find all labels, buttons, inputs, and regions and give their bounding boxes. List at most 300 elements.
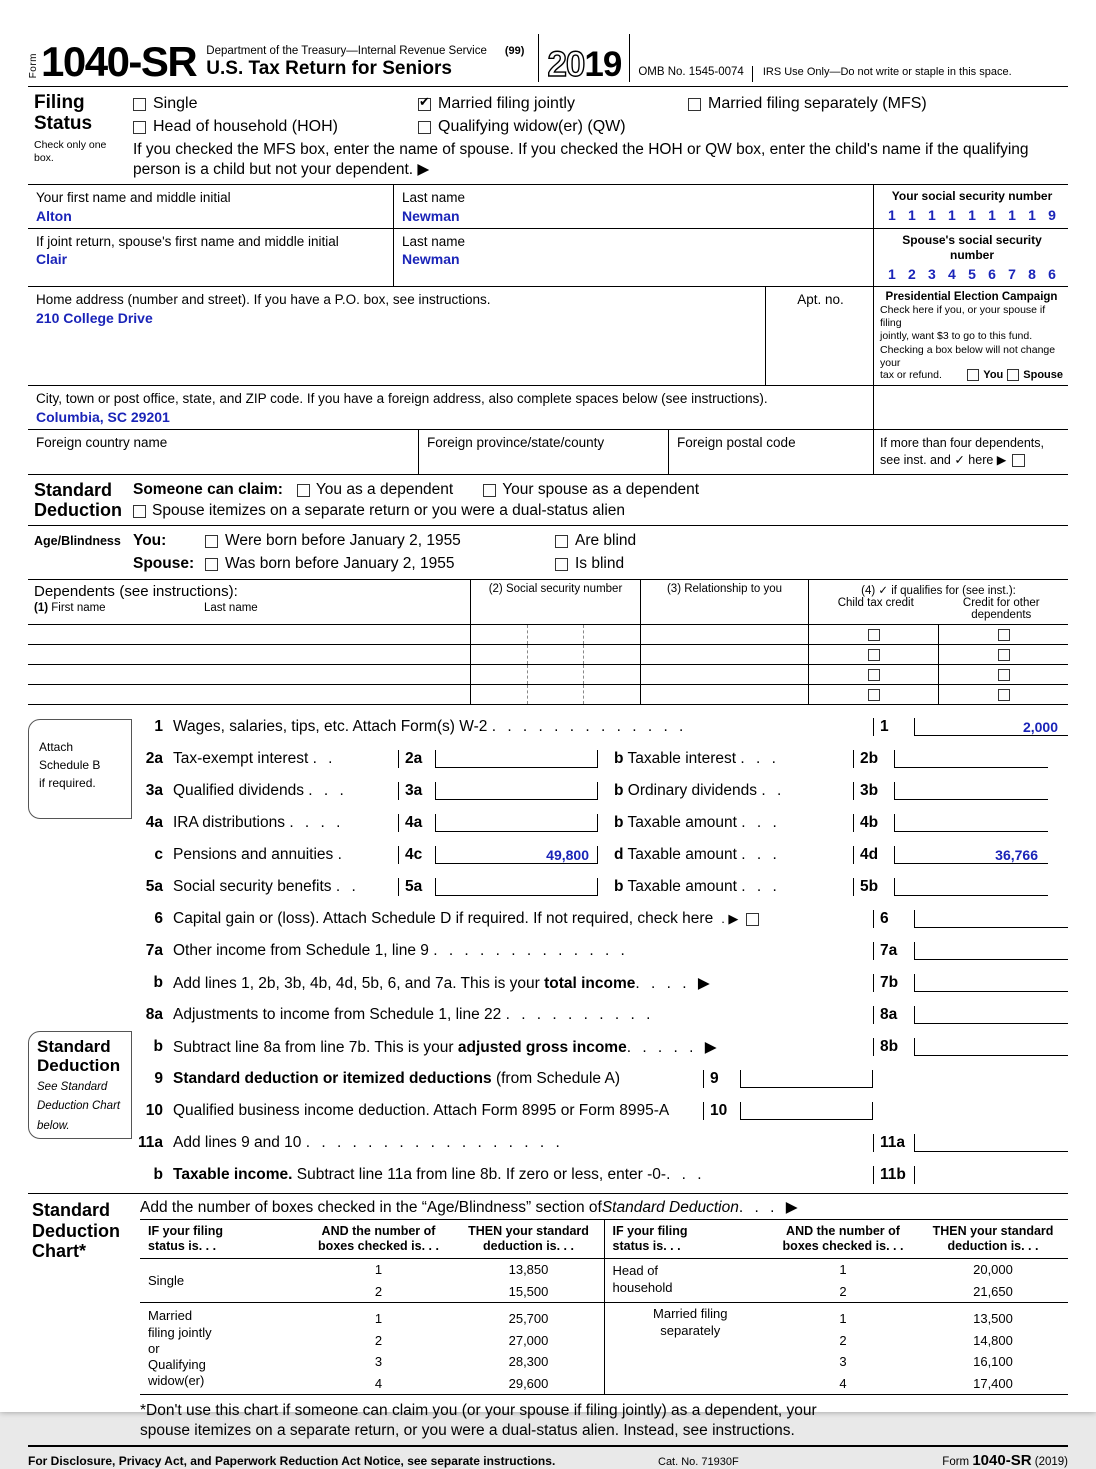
dependent-relationship-cell[interactable]: [640, 665, 808, 684]
line-8b-value: [915, 1038, 1068, 1056]
line-8a-text-row: [173, 1006, 873, 1024]
sd-note-sub1: See Standard: [37, 1080, 108, 1093]
chart-body: [140, 1194, 1068, 1394]
line-8a-number: 8a: [145, 1006, 163, 1024]
age-blindness-spouse-word: Spouse:: [133, 554, 195, 572]
footer-form-year: (2019): [1034, 1456, 1068, 1469]
line-11b-text-post: Subtract line 11a from line 8b. If zero or less, enter -0-: [292, 1166, 667, 1184]
label-spouse-born-before: Was born before January 2, 1955: [225, 554, 455, 572]
footer-form-number: 1040-SR: [972, 1452, 1032, 1469]
income-line-9: [28, 1063, 1068, 1095]
checkbox-spouse-itemizes[interactable]: [133, 505, 146, 518]
line-5a-dots: . .: [335, 878, 360, 896]
apt-no-cell[interactable]: [765, 287, 873, 385]
line-7b-text-row: [173, 974, 873, 993]
spouse-last-name-cell[interactable]: [393, 229, 873, 286]
table-row: [304, 1373, 604, 1394]
line-11b-amount-box[interactable]: [873, 1166, 1068, 1184]
checkbox-married-filing-jointly[interactable]: [418, 98, 431, 111]
ssn-cell[interactable]: [873, 185, 1068, 228]
chart-right-hoh-line2: household: [612, 1279, 673, 1295]
chart-left-group-single: [140, 1259, 604, 1303]
table-row: [304, 1308, 604, 1329]
table-row[interactable]: [28, 665, 1068, 685]
dependent-name-cell[interactable]: [28, 625, 470, 644]
line-9-amount-box[interactable]: [703, 1070, 873, 1088]
line-11a-text: Add lines 9 and 10: [173, 1134, 302, 1152]
line-3b-dots: . .: [761, 782, 785, 800]
line-2a-dots: . .: [312, 750, 336, 768]
line-3a-value: [436, 782, 598, 800]
line-4d-text: Taxable amount: [627, 846, 737, 864]
chart-right-if-line2: status is. . .: [612, 1239, 681, 1254]
city-state-zip-cell[interactable]: [28, 386, 873, 429]
pec-continued-cell: [873, 386, 1068, 429]
checkbox-pec-spouse[interactable]: [1007, 369, 1019, 381]
line-5a-number: 5a: [145, 878, 163, 896]
dependent-ssn-cell[interactable]: [470, 665, 640, 684]
spouse-ssn-digit: 1: [888, 266, 896, 283]
spouse-ssn-digits: [882, 264, 1062, 283]
chart-heading-line1: Standard: [32, 1200, 111, 1221]
chart-left-then-line2: deduction is. . .: [483, 1239, 574, 1254]
chart-amount: 21,650: [973, 1283, 1013, 1299]
chart-right-and-line2: boxes checked is. . .: [782, 1239, 904, 1254]
first-name-cell[interactable]: [28, 185, 393, 228]
more-dependents-line2-row: [880, 452, 1062, 469]
income-line-7a: [28, 935, 1068, 967]
checkbox-child-tax-credit[interactable]: [868, 649, 880, 661]
label-you-as-dependent: You as a dependent: [315, 480, 454, 498]
line-7a-amount-box[interactable]: [873, 942, 1068, 960]
line-4d-value: 36,766: [895, 846, 1048, 864]
first-name-value: Alton: [36, 207, 72, 224]
form-masthead: [28, 16, 1068, 86]
chart-left-header: [140, 1220, 604, 1259]
line-11a-text-row: [173, 1134, 873, 1152]
checkbox-more-dependents[interactable]: [1012, 454, 1025, 467]
pec-spouse-label: Spouse: [1023, 368, 1063, 381]
table-row: [304, 1259, 604, 1280]
table-row: [768, 1308, 1068, 1329]
line-11b-text-row: [173, 1166, 873, 1184]
line-5a-text-row: [173, 878, 398, 896]
footer-catalog-number: Cat. No. 71930F: [658, 1456, 739, 1469]
dependent-ctc-cell[interactable]: [808, 665, 938, 684]
line-4d-dots: . . .: [741, 846, 781, 864]
chart-left-mfj-line4: Qualifying: [148, 1357, 206, 1373]
chart-amount: 20,000: [973, 1262, 1013, 1278]
chart-boxes: 2: [839, 1332, 847, 1348]
income-line-8b: [28, 1031, 1068, 1063]
chart-amount: 28,300: [508, 1354, 549, 1370]
sd-note-heading1: Standard: [37, 1037, 111, 1057]
checkbox-you-as-dependent[interactable]: [297, 484, 310, 497]
checkbox-head-of-household[interactable]: [133, 121, 146, 134]
line-5a-text: Social security benefits: [173, 878, 332, 896]
line-11a-leader: . . . . . . . . . . . . . . . . .: [305, 1134, 564, 1152]
line-5b-text: Taxable amount: [627, 878, 737, 896]
line-3b-box-label: 3b: [853, 782, 895, 800]
filing-status-heading-line2: Status: [34, 112, 93, 134]
label-married-filing-jointly: Married filing jointly: [438, 95, 575, 112]
line-6-box-label: 6: [873, 910, 915, 928]
dependents-title-row: [34, 583, 464, 601]
dependent-ctc-cell[interactable]: [808, 625, 938, 644]
line-6-value: [915, 910, 1068, 928]
dependent-relationship-cell[interactable]: [640, 645, 808, 664]
chart-boxes: 2: [839, 1283, 847, 1299]
dependent-relationship-cell[interactable]: [640, 625, 808, 644]
line-9-text-row: [173, 1070, 703, 1088]
line-2b-text: Taxable interest: [627, 750, 737, 768]
checkbox-other-dependent-credit[interactable]: [998, 669, 1010, 681]
checkbox-spouse-is-blind[interactable]: [555, 558, 568, 571]
line-1-box-label: 1: [873, 718, 915, 736]
ssn-digit: 1: [988, 206, 996, 223]
foreign-country-cell[interactable]: [28, 430, 418, 470]
line-10-amount-box[interactable]: [703, 1102, 873, 1120]
foreign-postal-label: Foreign postal code: [677, 434, 796, 450]
more-dependents-line2: see inst. and ✓ here ▶: [880, 452, 1007, 467]
checkbox-child-tax-credit[interactable]: [868, 689, 880, 701]
chart-left-if-line1: IF your filing: [148, 1224, 223, 1239]
chart-right-if-line1: IF your filing: [612, 1224, 688, 1239]
foreign-address-row: [28, 430, 1068, 475]
dependent-name-cell[interactable]: [28, 645, 470, 664]
line-2b-amount-box[interactable]: [853, 750, 1048, 768]
income-line-5a: [28, 871, 1068, 903]
line-4d-box-label: 4d: [853, 846, 895, 864]
checkbox-qualifying-widow[interactable]: [418, 121, 431, 134]
line-5b-letter: b: [614, 878, 624, 896]
checkbox-other-dependent-credit[interactable]: [998, 649, 1010, 661]
dependent-name-cell[interactable]: [28, 665, 470, 684]
checkbox-pec-you[interactable]: [967, 369, 979, 381]
line-3b-amount-box[interactable]: [853, 782, 1048, 800]
department-text: Department of the Treasury—Internal Revenue Service: [206, 44, 487, 57]
line-3a-amount-box[interactable]: [398, 782, 598, 800]
dependent-ssn-cell[interactable]: [470, 645, 640, 664]
line-11b-box-label: 11b: [873, 1166, 915, 1184]
omb-number: OMB No. 1545-0074: [630, 66, 752, 82]
filing-status-mfj[interactable]: [418, 93, 688, 116]
income-line-3a: [28, 775, 1068, 807]
home-address-cell[interactable]: [28, 287, 765, 385]
chart-right-hoh-status: [605, 1259, 769, 1302]
chart-left-and-line2: boxes checked is. . .: [318, 1239, 439, 1254]
line-2b-letter: b: [614, 750, 624, 768]
ssn-digit: 1: [1008, 206, 1016, 223]
standard-deduction-options: [133, 475, 1068, 526]
sd-note-heading2: Deduction: [37, 1056, 121, 1076]
filing-status-single[interactable]: [133, 93, 418, 116]
label-you-born-before: Were born before January 2, 1955: [225, 532, 461, 550]
dependent-ssn-cell[interactable]: [470, 685, 640, 704]
income-line-1: [28, 711, 1068, 743]
line-4c-number: c: [154, 846, 163, 864]
line-1-amount-box[interactable]: [873, 718, 1068, 736]
checkbox-spouse-as-dependent[interactable]: [483, 484, 496, 497]
line-8b-text-pre: Subtract line 8a from line 7b. This is your: [173, 1038, 458, 1056]
chart-right-group-hoh: [605, 1259, 1069, 1303]
ssn-digit: 1: [928, 206, 936, 223]
line-4d-text-row: [598, 846, 853, 864]
chart-boxes: 2: [374, 1283, 383, 1299]
spouse-itemizes-row: [133, 501, 1068, 522]
spouse-first-name-cell[interactable]: [28, 229, 393, 286]
income-line-8a: [28, 999, 1068, 1031]
chart-right-group-mfs: [605, 1303, 1069, 1394]
line-4d-amount-box[interactable]: [853, 846, 1048, 864]
chart-left-then-line1: THEN your standard: [468, 1224, 589, 1239]
line-3b-text-row: [598, 782, 853, 800]
chart-left-single-status: Single: [148, 1272, 185, 1288]
income-line-11a: [28, 1127, 1068, 1159]
presidential-election-campaign-cell: [873, 287, 1068, 385]
line-8b-number: b: [153, 1038, 163, 1056]
line-7a-text: Other income from Schedule 1, line 9: [173, 942, 429, 960]
dependent-odc-cell[interactable]: [938, 645, 1068, 664]
dependent-odc-cell[interactable]: [938, 685, 1068, 704]
checkbox-other-dependent-credit[interactable]: [998, 629, 1010, 641]
chart-boxes: 1: [839, 1262, 847, 1278]
age-blindness-you-word: You:: [133, 532, 167, 550]
dependents-subheaders: [34, 602, 464, 614]
dependent-odc-cell[interactable]: [938, 665, 1068, 684]
line-10-text: Qualified business income deduction. Attach Form 8995 or Form 8995-A: [173, 1102, 670, 1120]
ssn-digits: [882, 205, 1062, 224]
line-2b-value: [895, 750, 1048, 768]
dependents-title-cell: [28, 580, 470, 624]
chart-amount: 14,800: [973, 1332, 1013, 1348]
line-4a-amount-box[interactable]: [398, 814, 598, 832]
chart-left-and-line1: AND the number of: [321, 1224, 436, 1239]
chart-heading: [28, 1194, 140, 1394]
table-row: [768, 1330, 1068, 1351]
spouse-first-name-value: Clair: [36, 251, 68, 268]
line-1-text: Wages, salaries, tips, etc. Attach Form(s) W-2: [173, 718, 488, 736]
dependent-ctc-cell[interactable]: [808, 685, 938, 704]
line-2a-box-label: 2a: [398, 750, 436, 768]
dependents-ssn-header: (2) Social security number: [470, 580, 640, 624]
ssn-label: Your social security number: [891, 189, 1053, 204]
line-10-text-row: [173, 1102, 703, 1120]
line-4d-letter: d: [614, 846, 624, 864]
spouse-ssn-cell[interactable]: [873, 229, 1068, 286]
chart-right-hoh-rows: [768, 1259, 1068, 1302]
dependents-header: [28, 580, 1068, 625]
checkbox-married-filing-separately[interactable]: [688, 98, 701, 111]
income-line-6: [28, 903, 1068, 935]
income-line-2a: [28, 743, 1068, 775]
chart-table-left: [140, 1220, 604, 1394]
label-spouse-itemizes: Spouse itemizes on a separate return or you were a dual-status alien: [152, 501, 626, 519]
home-address-value: 210 College Drive: [36, 309, 153, 326]
table-row: [768, 1373, 1068, 1394]
dependent-name-cell[interactable]: [28, 685, 470, 704]
age-blindness-spouse-row: [133, 553, 1068, 575]
line-5b-amount-box[interactable]: [853, 878, 1048, 896]
line-2a-value: [436, 750, 598, 768]
attach-note-line1: Attach: [39, 740, 74, 755]
chart-left-group-mfj: [140, 1303, 604, 1394]
label-spouse-is-blind: Is blind: [575, 554, 625, 572]
line-5b-value: [895, 878, 1048, 896]
chart-right-header: [605, 1220, 1069, 1259]
table-row[interactable]: [28, 685, 1068, 705]
checkbox-schedule-d-not-required[interactable]: [746, 913, 759, 926]
taxpayer-name-row: [28, 185, 1068, 229]
line-3a-text: Qualified dividends: [173, 782, 304, 800]
line-1-value: 2,000: [915, 718, 1068, 736]
line-11a-number: 11a: [137, 1134, 163, 1152]
income-line-10: [28, 1095, 1068, 1127]
filing-status-heading: [28, 87, 133, 184]
table-row[interactable]: [28, 645, 1068, 665]
line-7a-box-label: 7a: [873, 942, 915, 960]
foreign-province-label: Foreign province/state/county: [427, 434, 605, 450]
city-row: [28, 386, 1068, 430]
income-line-4a: [28, 807, 1068, 839]
line-7b-text-pre: Add lines 1, 2b, 3b, 4b, 4d, 5b, 6, and 7a. This is your: [173, 974, 545, 992]
line-2a-amount-box[interactable]: [398, 750, 598, 768]
checkbox-child-tax-credit[interactable]: [868, 629, 880, 641]
checkbox-you-born-before[interactable]: [205, 535, 218, 548]
line-7b-leader: . . . . ▶: [635, 974, 714, 992]
filing-status-qw[interactable]: [418, 116, 626, 139]
line-6-leader: . ▶: [721, 911, 739, 927]
label-married-filing-separately: Married filing separately (MFS): [708, 95, 927, 112]
label-qualifying-widow: Qualifying widow(er) (QW): [438, 117, 626, 135]
spouse-ssn-digit: 8: [1028, 266, 1036, 283]
foreign-province-cell[interactable]: [418, 430, 668, 474]
home-address-label: Home address (number and street). If you have a P.O. box, see instructions.: [36, 292, 491, 308]
line-8a-leader: . . . . . . . . . .: [505, 1006, 654, 1024]
table-row[interactable]: [28, 625, 1068, 645]
line-5b-box-label: 5b: [853, 878, 895, 896]
line-5a-amount-box[interactable]: [398, 878, 598, 896]
line-8a-amount-box[interactable]: [873, 1006, 1068, 1024]
someone-can-claim-label: Someone can claim:: [133, 480, 283, 498]
line-4b-text: Taxable amount: [627, 814, 737, 832]
line-9-number: 9: [154, 1070, 163, 1088]
line-8b-text-row: [173, 1038, 873, 1057]
line-7b-value: [915, 974, 1068, 992]
line-9-box-label: 9: [703, 1070, 741, 1088]
filing-status-row-1: [133, 93, 1068, 116]
last-name-cell[interactable]: [393, 185, 873, 228]
line-4b-dots: . . .: [741, 814, 781, 832]
chart-amount: 25,700: [508, 1311, 549, 1327]
checkbox-single[interactable]: [133, 98, 146, 111]
ssn-digit: 1: [1028, 206, 1036, 223]
line-2b-box-label: 2b: [853, 750, 895, 768]
filing-status-hoh[interactable]: [133, 116, 418, 139]
line-8a-box-label: 8a: [873, 1006, 915, 1024]
footer-disclosure: For Disclosure, Privacy Act, and Paperwork Reduction Act Notice, see separate instructions.: [28, 1454, 556, 1469]
form-word-label: Form: [28, 52, 39, 78]
dependent-ctc-cell[interactable]: [808, 645, 938, 664]
tax-year-box: [538, 34, 630, 82]
line-5a-box-label: 5a: [398, 878, 436, 896]
chart-right-then-line1: THEN your standard: [932, 1224, 1054, 1239]
sd-heading-line2: Deduction: [34, 500, 122, 521]
more-than-four-dependents-cell: [873, 430, 1068, 474]
more-dependents-line1: If more than four dependents,: [880, 435, 1044, 450]
checkbox-child-tax-credit[interactable]: [868, 669, 880, 681]
tax-year-outline: 20: [547, 45, 585, 84]
line-7b-amount-box[interactable]: [873, 974, 1068, 992]
dependents-child-tax-credit-header: Child tax credit: [837, 597, 914, 610]
line-4b-amount-box[interactable]: [853, 814, 1048, 832]
line-4c-amount-box[interactable]: [398, 846, 598, 864]
sd-heading-line1: Standard: [34, 479, 113, 500]
chart-amount: 27,000: [508, 1332, 549, 1348]
chart-right-mfs-line1: Married filing: [653, 1306, 728, 1322]
table-row: [304, 1351, 604, 1372]
foreign-country-label: Foreign country name: [36, 434, 168, 450]
chart-lead-italic: Standard Deduction: [601, 1198, 739, 1216]
spouse-ssn-digit: 4: [948, 266, 956, 283]
dependents-col4-sub: [813, 597, 1064, 621]
line-11b-number: b: [153, 1166, 163, 1184]
form-number: 1040-SR: [41, 38, 197, 86]
filing-status-mfs[interactable]: [688, 93, 927, 116]
line-4b-box-label: 4b: [853, 814, 895, 832]
line-4a-dots: . . . .: [289, 814, 344, 832]
chart-right-mfs-rows: [768, 1303, 1068, 1394]
dependents-col1-first: First name: [51, 602, 106, 615]
chart-amount: 15,500: [508, 1283, 549, 1299]
dependent-ssn-cell[interactable]: [470, 625, 640, 644]
chart-right-col-then: [918, 1224, 1068, 1254]
line-7a-leader: . . . . . . . . . . . . .: [433, 942, 629, 960]
line-6-amount-box[interactable]: [873, 910, 1068, 928]
dependents-title: Dependents: [34, 583, 115, 601]
filing-status-section: [28, 86, 1068, 184]
pec-checkbox-row: [880, 369, 1063, 383]
line-11a-amount-box[interactable]: [873, 1134, 1068, 1152]
line-1-leader: . . . . . . . . . . . . .: [491, 718, 687, 736]
income-line-7b: [28, 967, 1068, 999]
dependent-odc-cell[interactable]: [938, 625, 1068, 644]
pec-line3: Checking a box below will not change your: [880, 343, 1056, 369]
chart-lead-dots: . . . ▶: [738, 1199, 802, 1217]
chart-boxes: 4: [374, 1375, 383, 1391]
line-6-number: 6: [154, 910, 163, 928]
line-5a-value: [436, 878, 598, 896]
checkbox-spouse-born-before[interactable]: [205, 558, 218, 571]
line-3a-number: 3a: [145, 782, 163, 800]
dependents-relationship-header: (3) Relationship to you: [640, 580, 808, 624]
chart-left-if-line2: status is. . .: [148, 1239, 217, 1254]
line-2a-text-row: [173, 750, 398, 768]
line-8b-amount-box[interactable]: [873, 1038, 1068, 1056]
dependent-relationship-cell[interactable]: [640, 685, 808, 704]
checkbox-other-dependent-credit[interactable]: [998, 689, 1010, 701]
chart-boxes: 4: [839, 1375, 847, 1391]
checkbox-you-are-blind[interactable]: [555, 535, 568, 548]
foreign-postal-cell[interactable]: [668, 430, 873, 474]
chart-boxes: 1: [374, 1262, 383, 1278]
table-row: [304, 1281, 604, 1302]
sd-note-sub3: below.: [37, 1119, 70, 1132]
line-10-box-label: 10: [703, 1102, 741, 1120]
line-4c-box-label: 4c: [398, 846, 436, 864]
age-blindness-you-row: [133, 530, 1068, 552]
line-6-text: Capital gain or (loss). Attach Schedule D if required. If not required, check here: [173, 910, 714, 928]
